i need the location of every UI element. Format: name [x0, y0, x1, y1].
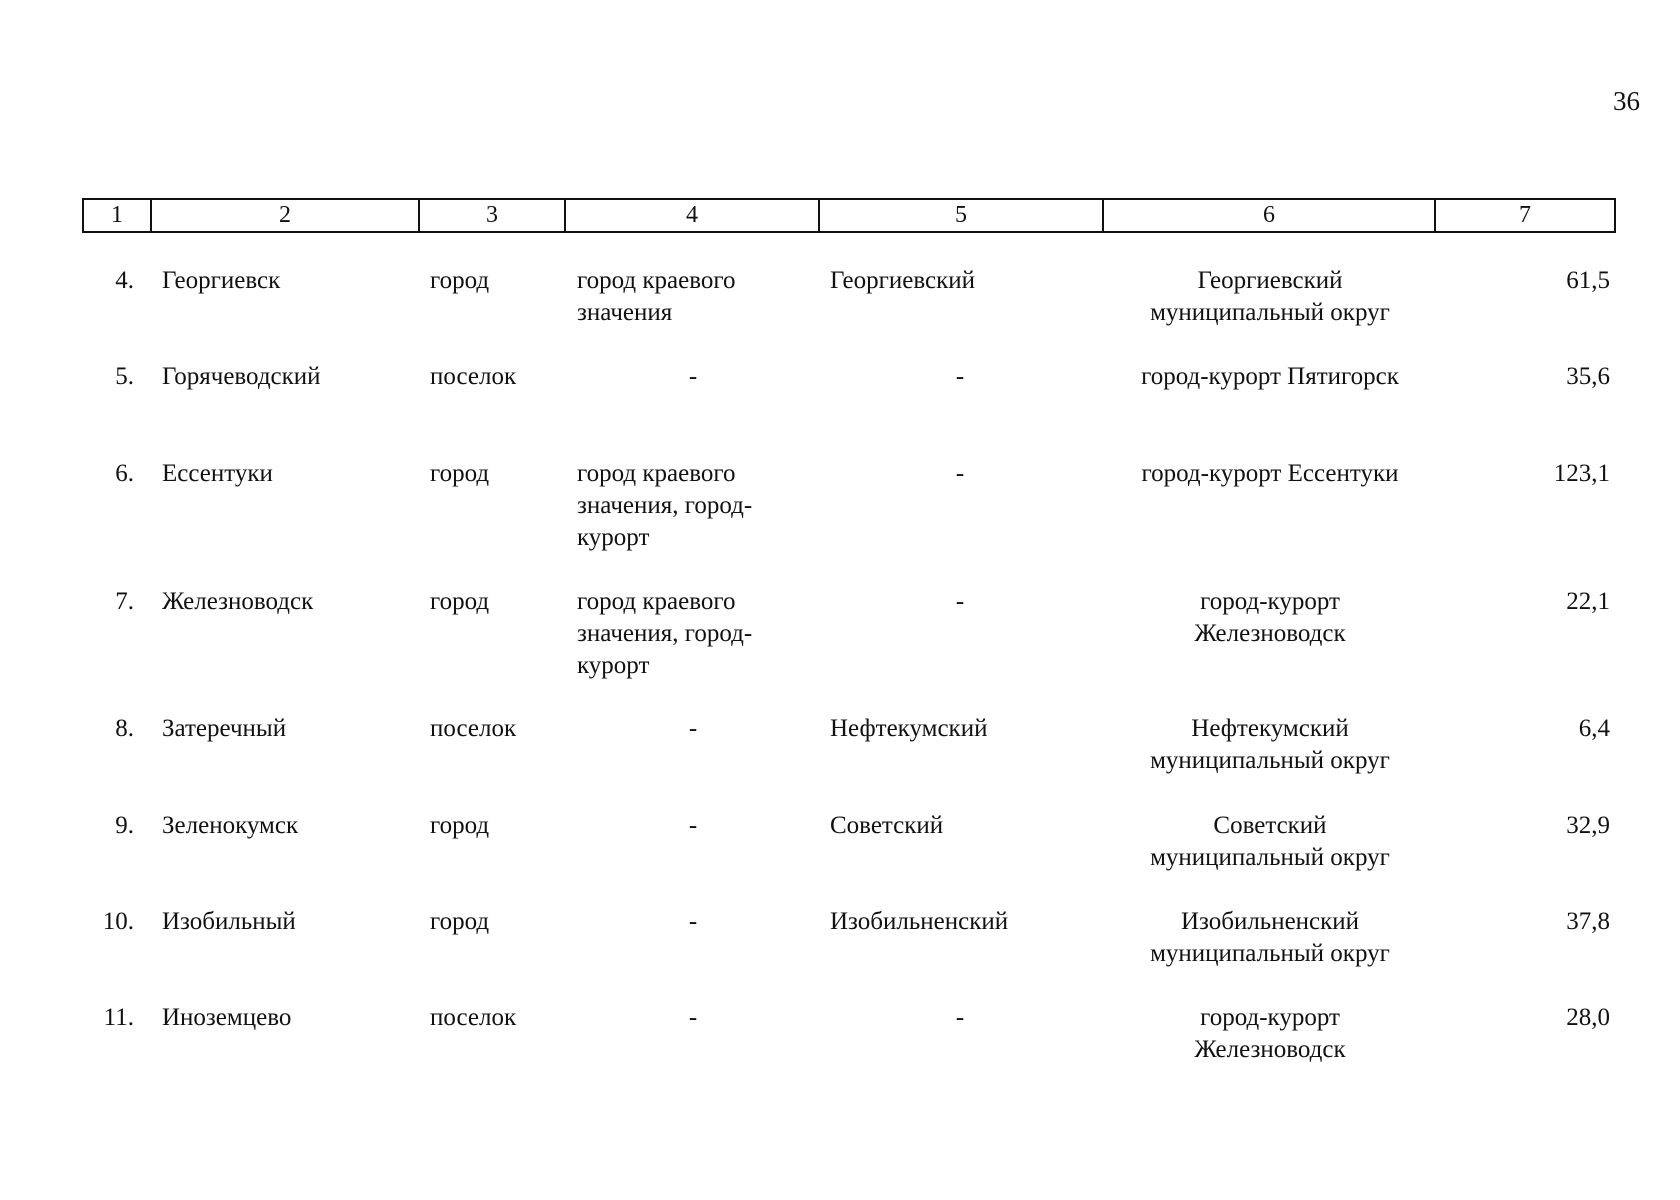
header-col-6: 6: [1103, 199, 1435, 232]
municipality-name: город-курорт Железноводск: [1194, 1004, 1346, 1063]
row-number: 5.: [115, 363, 134, 390]
settlement-name: Железноводск: [162, 588, 314, 615]
settlement-status: город краевого значения, город- курорт: [577, 460, 753, 551]
settlement-name: Изобильный: [162, 908, 296, 935]
population-value: 28,0: [1566, 1004, 1610, 1031]
settlement-type: город: [430, 812, 490, 839]
population-value: 61,5: [1566, 267, 1610, 294]
header-col-3: 3: [419, 199, 565, 232]
district-name: Нефтекумский: [830, 715, 988, 742]
settlement-status: -: [688, 715, 698, 742]
population-value: 32,9: [1566, 812, 1610, 839]
row-number: 4.: [115, 267, 134, 294]
municipality-name: город-курорт Ессентуки: [1141, 460, 1399, 487]
settlement-name: Георгиевск: [162, 267, 281, 294]
settlement-name: Горячеводский: [162, 363, 321, 390]
header-col-1: 1: [111, 202, 123, 228]
header-col-7: 7: [1435, 199, 1615, 232]
row-number: 11.: [103, 1004, 134, 1031]
settlement-status: город краевого значения, город- курорт: [577, 588, 753, 679]
district-name: -: [955, 460, 965, 487]
row-number: 10.: [102, 908, 134, 935]
settlement-type: город: [430, 908, 490, 935]
population-value: 35,6: [1566, 363, 1610, 390]
row-number: 7.: [115, 588, 134, 615]
municipality-name: город-курорт Пятигорск: [1141, 363, 1399, 390]
settlement-status: -: [688, 363, 698, 390]
row-number: 9.: [115, 812, 134, 839]
district-name: -: [955, 363, 965, 390]
settlement-status: город краевого значения: [577, 267, 736, 326]
municipality-name: Нефтекумский муниципальный округ: [1150, 715, 1390, 774]
settlement-name: Зеленокумск: [162, 812, 299, 839]
settlement-type: город: [430, 267, 490, 294]
settlement-type: город: [430, 460, 490, 487]
population-value: 37,8: [1566, 908, 1610, 935]
row-number: 8.: [115, 715, 134, 742]
district-name: Изобильненский: [830, 908, 1009, 935]
district-name: -: [955, 1004, 965, 1031]
municipality-name: Георгиевский муниципальный округ: [1150, 267, 1390, 326]
district-name: Георгиевский: [830, 267, 976, 294]
population-value: 6,4: [1578, 715, 1610, 742]
row-number: 6.: [115, 460, 134, 487]
settlement-name: Иноземцево: [162, 1004, 292, 1031]
settlement-type: город: [430, 588, 490, 615]
district-name: Советский: [830, 812, 944, 839]
population-value: 123,1: [1553, 460, 1610, 487]
header-col-5: 5: [819, 199, 1103, 232]
settlement-type: поселок: [430, 363, 517, 390]
settlement-type: поселок: [430, 715, 517, 742]
settlement-name: Ессентуки: [162, 460, 273, 487]
settlement-status: -: [688, 812, 698, 839]
municipality-name: город-курорт Железноводск: [1194, 588, 1346, 647]
municipality-name: Советский муниципальный округ: [1150, 812, 1390, 871]
header-col-2: 2: [151, 199, 419, 232]
settlement-status: -: [688, 908, 698, 935]
municipality-name: Изобильненский муниципальный округ: [1150, 908, 1390, 967]
population-value: 22,1: [1566, 588, 1610, 615]
settlement-name: Затеречный: [162, 715, 287, 742]
settlement-status: -: [688, 1004, 698, 1031]
header-col-4: 4: [565, 199, 819, 232]
district-name: -: [955, 588, 965, 615]
settlement-type: поселок: [430, 1004, 517, 1031]
page-number: 36: [1613, 86, 1640, 116]
